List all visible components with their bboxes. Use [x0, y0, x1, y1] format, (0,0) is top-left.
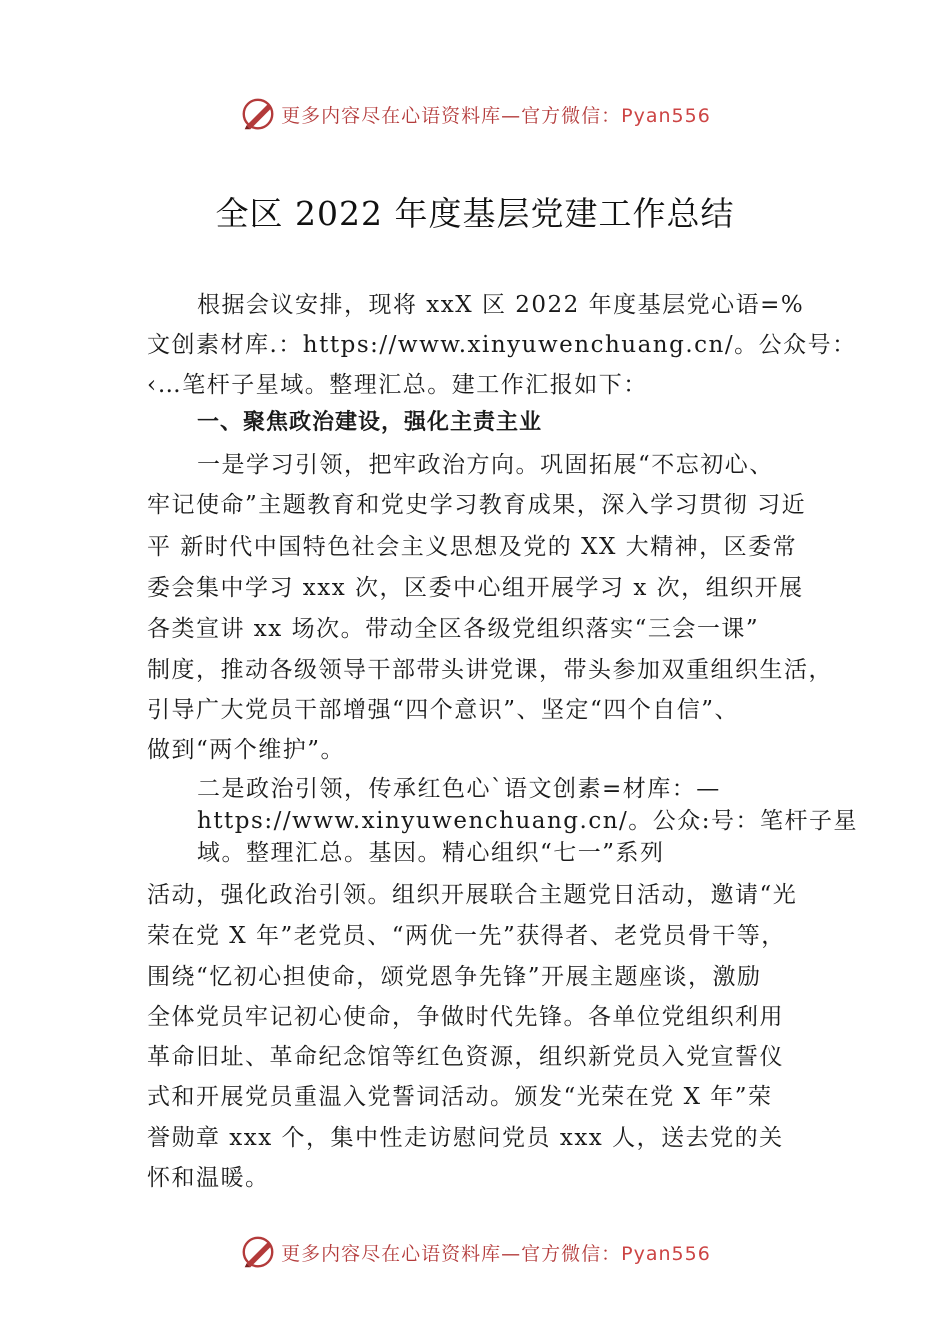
text-line: 平 新时代中国特色社会主义思想及党的 XX 大精神，区委常 — [147, 534, 798, 560]
text-line: 文创素材库.：https://www.xinyuwenchuang.cn/。公众号： — [147, 332, 857, 358]
text-line: 域。整理汇总。基因。精心组织“七一”系列 — [197, 840, 665, 866]
text-line: 根据会议安排，现将 xxX 区 2022 年度基层党心语=% — [197, 292, 805, 318]
text-line: 誉勋章 xxx 个，集中性走访慰问党员 xxx 人，送去党的关 — [147, 1125, 784, 1151]
watermark-banner-bottom — [0, 1232, 950, 1272]
text-line: 牢记使命”主题教育和党史学习教育成果，深入学习贯彻 习近 — [147, 492, 807, 518]
text-line: 委会集中学习 xxx 次，区委中心组开展学习 x 次，组织开展 — [147, 575, 804, 601]
text-line: 做到“两个维护”。 — [147, 737, 346, 763]
text-line: 式和开展党员重温入党誓词活动。颁发“光荣在党 X 年”荣 — [147, 1084, 773, 1110]
watermark-text: 更多内容尽在心语资料库—官方微信：Pyan556 — [281, 1242, 711, 1265]
text-line: 引导广大党员干部增强“四个意识”、坚定“四个自信”、 — [147, 697, 740, 723]
text-line: 一是学习引领，把牢政治方向。巩固拓展“不忘初心、 — [197, 452, 774, 478]
pen-logo-icon — [239, 1233, 277, 1271]
text-line: 全体党员牢记初心使命，争做时代先锋。各单位党组织利用 — [147, 1004, 784, 1030]
section-heading: 一、聚焦政治建设，强化主责主业 — [197, 410, 543, 435]
text-line: 二是政治引领，传承红色心`语文创素=材库：— — [197, 776, 721, 802]
text-line: 怀和温暖。 — [147, 1165, 270, 1191]
text-line: https://www.xinyuwenchuang.cn/。公众:号：笔杆子星 — [197, 808, 859, 834]
watermark-text: 更多内容尽在心语资料库—官方微信：Pyan556 — [281, 104, 711, 127]
text-line: 活动，强化政治引领。组织开展联合主题党日活动，邀请“光 — [147, 882, 798, 908]
text-line: 荣在党 X 年”老党员、“两优一先”获得者、老党员骨干等， — [147, 923, 786, 949]
text-line: 各类宣讲 xx 场次。带动全区各级党组织落实“三会一课” — [147, 616, 760, 642]
text-line: ‹…笔杆子星域。整理汇总。建工作汇报如下： — [147, 372, 648, 398]
text-line: 革命旧址、革命纪念馆等红色资源，组织新党员入党宣誓仪 — [147, 1044, 784, 1070]
document-title: 全区 2022 年度基层党建工作总结 — [215, 194, 735, 233]
pen-logo-icon — [239, 95, 277, 133]
text-line: 制度，推动各级领导干部带头讲党课，带头参加双重组织生活， — [147, 657, 833, 683]
watermark-banner-top — [0, 94, 950, 134]
text-line: 围绕“忆初心担使命，颂党恩争先锋”开展主题座谈，激励 — [147, 964, 762, 990]
